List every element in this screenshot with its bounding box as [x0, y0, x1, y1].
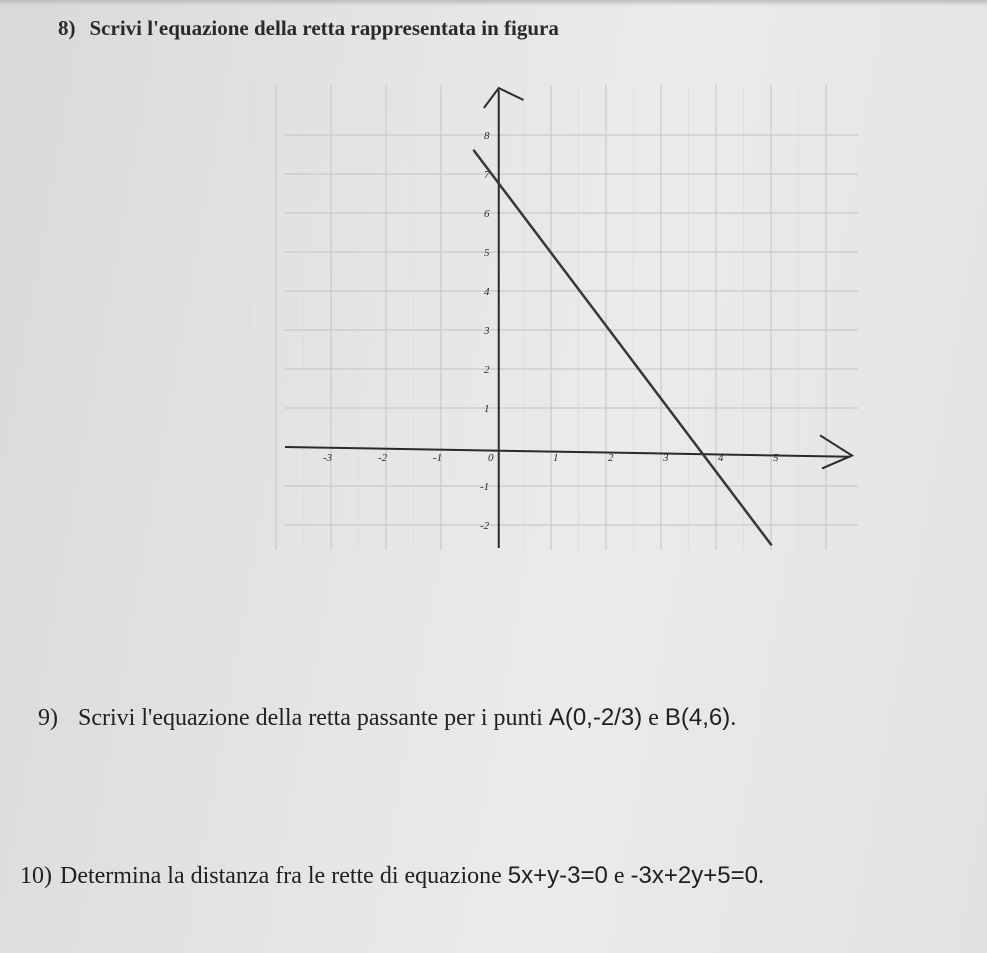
x-tick-label: -2 — [378, 452, 388, 464]
x-tick-label: 2 — [608, 452, 614, 464]
exercise-8-number: 8) — [58, 16, 76, 40]
exercise-8-text: Scrivi l'equazione della retta rappresentata in figura — [89, 16, 559, 40]
exercise-10-number: 10) — [20, 863, 52, 889]
y-tick-label: 4 — [484, 286, 490, 298]
y-axis-arrow — [484, 88, 524, 108]
y-tick-label: 3 — [484, 325, 490, 337]
x-tick-label: 3 — [663, 452, 669, 464]
point-b: B(4,6) — [664, 704, 731, 731]
y-tick-label: 5 — [484, 247, 490, 259]
point-a: A(0,-2/3) — [548, 704, 643, 731]
y-tick-label: -1 — [480, 481, 490, 493]
y-tick-label: -2 — [480, 520, 490, 532]
x-tick-label: 5 — [773, 452, 779, 464]
exercise-9 — [38, 704, 736, 732]
x-axis — [285, 447, 850, 457]
y-tick-label: 7 — [484, 169, 490, 181]
exercise-10-text: Determina la distanza fra le rette di equazione — [60, 863, 502, 889]
exercise-9-connector: e — [648, 705, 659, 731]
exercise-10 — [20, 862, 764, 890]
exercise-9-text: Scrivi l'equazione della retta passante per i punti — [78, 705, 543, 731]
x-tick-label: 4 — [718, 452, 724, 464]
exercise-10-connector: e — [613, 863, 625, 889]
x-tick-label: -3 — [323, 452, 333, 464]
equation-2: -3x+2y+5=0 — [630, 862, 758, 889]
x-tick-label: 0 — [488, 452, 494, 464]
y-tick-label: 8 — [484, 130, 490, 142]
exercise-10-end: . — [757, 863, 764, 889]
x-axis-arrow — [820, 435, 852, 468]
y-tick-label: 1 — [484, 403, 490, 415]
equation-1: 5x+y-3=0 — [507, 862, 608, 889]
graph-axes — [285, 88, 852, 548]
exercise-9-number: 9) — [38, 705, 58, 731]
y-tick-label: 6 — [484, 208, 490, 220]
y-tick-labels — [480, 130, 490, 532]
graph-grid — [249, 85, 859, 550]
x-tick-label: 1 — [553, 452, 559, 464]
x-tick-label: -1 — [433, 452, 443, 464]
y-tick-label: 2 — [484, 364, 490, 376]
exercise-9-end: . — [730, 705, 737, 731]
